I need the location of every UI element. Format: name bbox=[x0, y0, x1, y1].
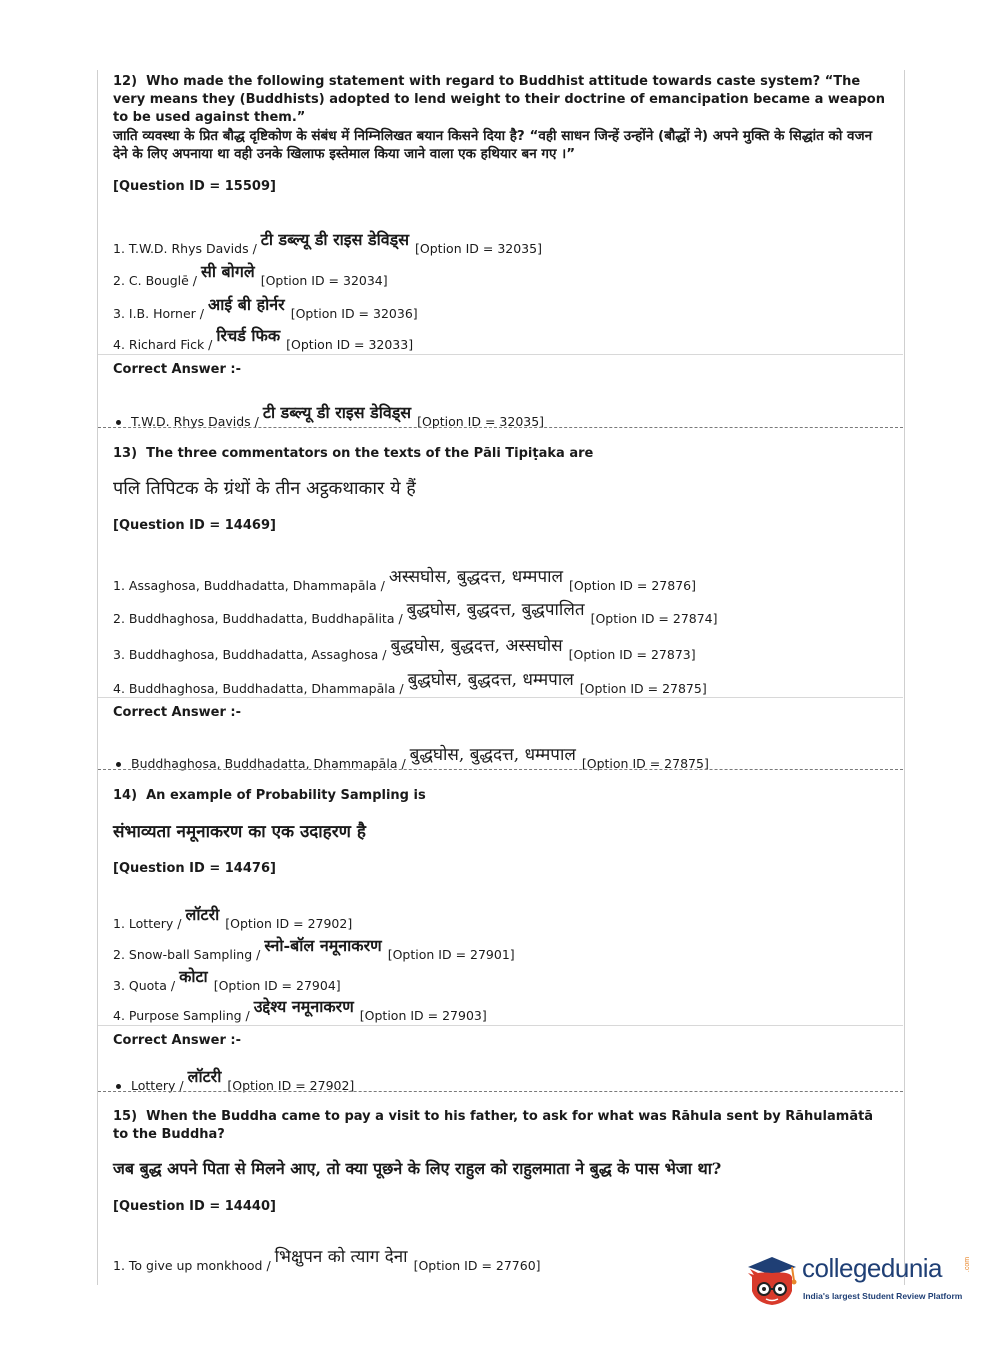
question-14-hindi: संभाव्यता नमूनाकरण का एक उदाहरण है bbox=[113, 822, 366, 842]
question-13-text: 13) The three commentators on the texts of the Pāli Tipiṭaka are bbox=[113, 446, 594, 461]
q12-correct-answer-label: Correct Answer :- bbox=[113, 362, 241, 377]
question-separator bbox=[98, 1091, 903, 1092]
question-12-id: [Question ID = 15509] bbox=[113, 179, 276, 194]
q13-correct-answer-label: Correct Answer :- bbox=[113, 705, 241, 720]
question-separator bbox=[98, 427, 903, 428]
divider bbox=[98, 697, 903, 698]
collegedunia-logo[interactable] bbox=[742, 1247, 972, 1311]
question-14-text: 14) An example of Probability Sampling is bbox=[113, 788, 426, 803]
q12-option-1[interactable]: 1. T.W.D. Rhys Davids / टी डब्ल्यू डी राइस डेविड्स [Option ID = 32035] bbox=[113, 230, 542, 256]
mascot-icon bbox=[742, 1247, 804, 1309]
q12-option-3[interactable]: 3. I.B. Horner / आई बी होर्नर [Option ID = 32036] bbox=[113, 295, 418, 321]
question-12-text: 12) Who made the following statement with regard to Buddhist attitude towards caste system? “The very means they (Buddhists) adopted to lend weight to their doctrine of emancipation became a weapon to be used against them.” bbox=[113, 74, 885, 125]
q14-option-1[interactable]: 1. Lottery / लॉटरी [Option ID = 27902] bbox=[113, 905, 353, 931]
q13-option-4[interactable]: 4. Buddhaghosa, Buddhadatta, Dhammapāla / बुद्धघोस, बुद्धदत्त, धम्मपाल [Option ID = 27875] bbox=[113, 670, 707, 696]
q13-option-3[interactable]: 3. Buddhaghosa, Buddhadatta, Assaghosa / बुद्धघोस, बुद्धदत्त, अस्सघोस [Option ID = 27873] bbox=[113, 636, 696, 662]
q12-option-4[interactable]: 4. Richard Fick / रिचर्ड फिक [Option ID = 32033] bbox=[113, 326, 414, 352]
q12-correct-answer: T.W.D. Rhys Davids / टी डब्ल्यू डी राइस डेविड्स [Option ID = 32035] bbox=[113, 401, 544, 429]
divider bbox=[98, 354, 903, 355]
q14-correct-answer-label: Correct Answer :- bbox=[113, 1033, 241, 1048]
q14-option-2[interactable]: 2. Snow-ball Sampling / स्नो-बॉल नमूनाकरण [Option ID = 27901] bbox=[113, 936, 515, 962]
q15-option-1[interactable]: 1. To give up monkhood / भिक्षुपन को त्याग देना [Option ID = 27760] bbox=[113, 1247, 541, 1273]
logo-suffix: .com bbox=[964, 1256, 972, 1273]
q13-option-1[interactable]: 1. Assaghosa, Buddhadatta, Dhammapāla / अस्सघोस, बुद्धदत्त, धम्मपाल [Option ID = 27876] bbox=[113, 567, 696, 593]
question-15-hindi: जब बुद्ध अपने पिता से मिलने आए, तो क्या पूछने के लिए राहुल को राहुलमाता ने बुद्ध के पास भेजा था? bbox=[113, 1159, 722, 1178]
question-15-id: [Question ID = 14440] bbox=[113, 1199, 276, 1214]
question-separator bbox=[98, 769, 903, 770]
logo-tagline: India's largest Student Review Platform bbox=[803, 1291, 963, 1301]
divider bbox=[98, 1025, 903, 1026]
logo-wordmark: collegedunia bbox=[802, 1253, 943, 1283]
q14-option-4[interactable]: 4. Purpose Sampling / उद्देश्य नमूनाकरण [Option ID = 27903] bbox=[113, 997, 487, 1023]
question-12-hindi: जाति व्यवस्था के प्रित बौद्ध दृष्टिकोण के संबंध में निम्निलिखत बयान किसने दिया है? “वही साधन जिन्हें उन्होंने (बौद्धों ने) अपने मुक्ति के सिद्धांत को वजन देने के लिए अपनाया था वही उनके खिलाफ इस्तेमाल किया जाने वाला एक हथियार बन गए ।” bbox=[113, 128, 873, 162]
question-15-text: 15) When the Buddha came to pay a visit to his father, to ask for what was Rāhula sent by Rāhulamātā to the Buddha? bbox=[113, 1109, 874, 1142]
q13-correct-answer: Buddhaghosa, Buddhadatta, Dhammapāla / बुद्धघोस, बुद्धदत्त, धम्मपाल [Option ID = 27875] bbox=[113, 742, 709, 771]
question-13-hindi: पलि तिपिटक के ग्रंथों के तीन अट्ठकथाकार ये हैं bbox=[113, 478, 416, 499]
question-14-id: [Question ID = 14476] bbox=[113, 861, 276, 876]
q13-option-2[interactable]: 2. Buddhaghosa, Buddhadatta, Buddhapālita / बुद्धघोस, बुद्धदत्त, बुद्धपालित [Option ID = 27874] bbox=[113, 600, 718, 626]
q14-option-3[interactable]: 3. Quota / कोटा [Option ID = 27904] bbox=[113, 967, 341, 993]
q14-correct-answer: Lottery / लॉटरी [Option ID = 27902] bbox=[113, 1065, 354, 1093]
q12-option-2[interactable]: 2. C. Bouglē / सी बोगले [Option ID = 32034] bbox=[113, 262, 388, 288]
question-13-id: [Question ID = 14469] bbox=[113, 518, 276, 533]
